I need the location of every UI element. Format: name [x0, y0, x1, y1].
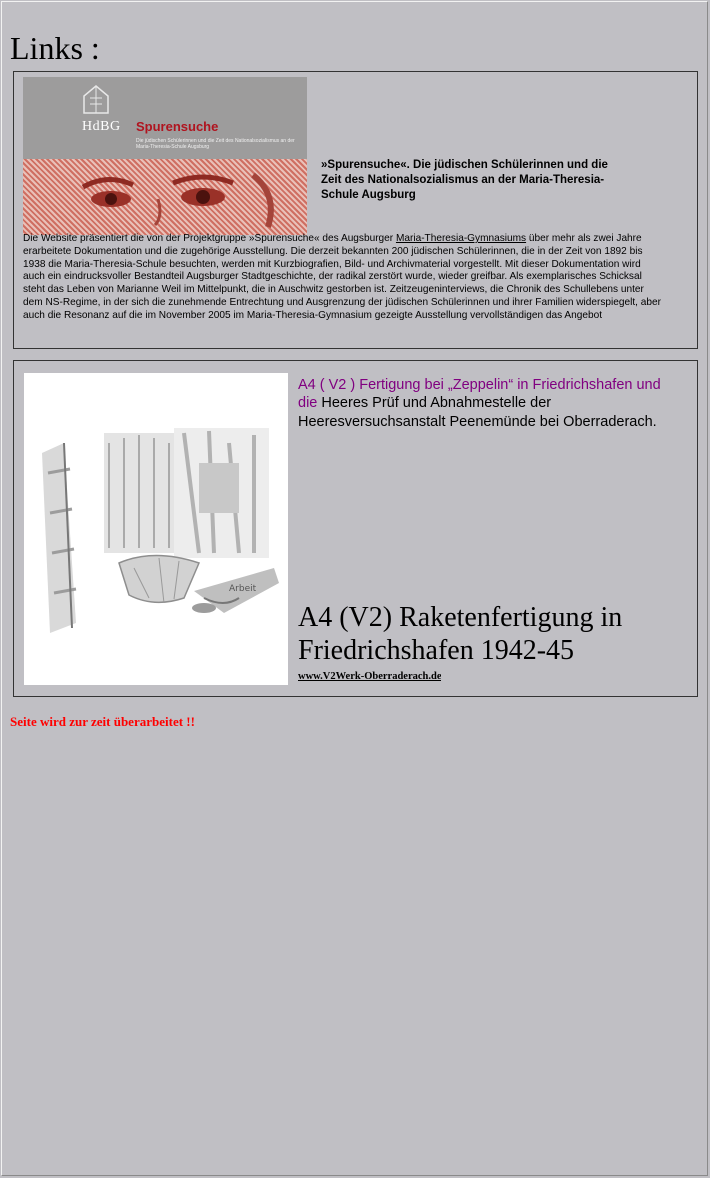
description-text-start: Die Website präsentiert die von der Projektgruppe »Spurensuche« des Augsburger [23, 233, 396, 244]
v2-werk-link[interactable]: www.V2Werk-Oberraderach.de [298, 671, 442, 682]
v2-title: A4 (V2) Raketenfertigung in Friedrichshafen 1942-45 [298, 602, 623, 666]
hdbg-house-icon [82, 84, 110, 114]
banner-title: Spurensuche [136, 119, 219, 134]
v2-url-wrapper [298, 671, 441, 683]
spurensuche-banner-image[interactable] [23, 77, 307, 235]
v2-intro-purple: A4 ( V2 ) Fertigung bei „Zeppelin“ in Friedrichshafen und die [298, 377, 661, 412]
maria-theresia-gymnasium-link[interactable]: Maria-Theresia-Gymnasiums [395, 233, 527, 244]
face-portrait-icon [63, 165, 293, 229]
page-title: Links : [10, 30, 100, 66]
v2-intro-rest: Heeres Prüf und Abnahmestelle der Heeresversuchsanstalt Peenemünde bei Oberraderach. [298, 395, 657, 430]
v2-intro-text [298, 376, 678, 431]
banner-publisher: HdBG [82, 119, 121, 134]
link-box-v2-werk [13, 360, 698, 697]
maintenance-notice: Seite wird zur zeit überarbeitet !! [10, 714, 195, 729]
rocket-factory-collage-image[interactable] [24, 373, 288, 685]
link-box-spurensuche [13, 71, 698, 349]
description-text-end: über mehr als zwei Jahre erarbeitete Dokumentation und die zugehörige Ausstellung. Die derzeit bekannten 200 jüdischen Schülerinnen, die in der Zeit von 1892 bis 1938 die Maria-Theresia-Schule besuchten, werden mit Kurzbiografien, Bild- und Archivmaterial vorgestellt. Mit dieser Dokumentation wird auch ein eindrucksvoller Bestandteil Augsburger Stadtgeschichte, der radikal zerstört wurde, wieder greifbar. Als exemplarisches Schicksal steht das Leben von Marianne Weil im Mittelpunkt, die in Auschwitz gestorben ist. Zeitzeugeninterviews, die Chronik des Schullebens unter dem NS-Regime, in der sich die zunehmende Entrechtung und Ausgrenzung der jüdischen Schülerinnen und ihrer Familien widerspiegelt, aber auch die Resonanz auf die im November 2005 im Maria-Theresia-Gymnasium gezeigte Ausstellung vervollständigen das Angebot [23, 233, 661, 321]
collage-caption: Arbeit [229, 584, 257, 594]
spurensuche-title: »Spurensuche«. Die jüdischen Schülerinnen und die Zeit des Nationalsozialismus an der Maria-Theresia-Schule Augsburg [321, 159, 608, 201]
banner-subtitle: Die jüdischen Schülerinnen und die Zeit des Nationalsozialismus an der Maria-Theresia-Schule Augsburg [136, 138, 295, 150]
factory-collage-icon [24, 373, 288, 685]
spurensuche-description [23, 233, 663, 323]
